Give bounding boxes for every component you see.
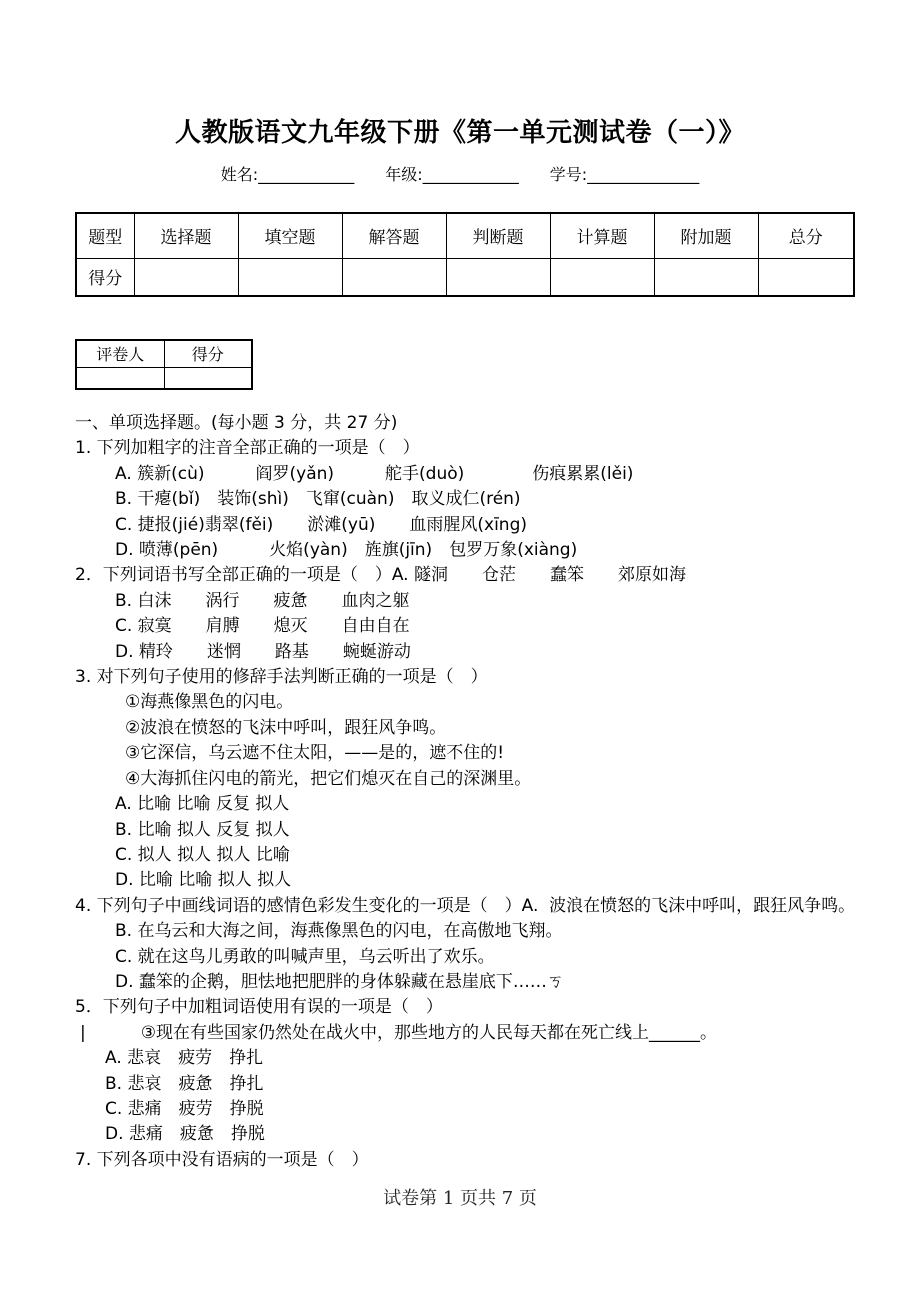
vertical-bar-mark: | — [80, 1022, 86, 1043]
question-3-sentence-1: ①海燕像黑色的闪电。 — [125, 692, 294, 713]
score-table-header-cell: 总分 — [758, 213, 854, 258]
question-2-option-d: D. 精玲 迷惘 路基 蜿蜒游动 — [115, 641, 411, 662]
score-table-header-cell: 判断题 — [446, 213, 550, 258]
student-id-label: 学号: — [549, 165, 588, 184]
score-cell-empty — [238, 258, 342, 296]
question-4-option-d: D. 蠢笨的企鹅，胆怯地把肥胖的身体躲藏在悬崖底下……ㄎ — [115, 971, 564, 992]
question-3-sentence-2: ②波浪在愤怒的飞沫中呼叫，跟狂风争鸣。 — [125, 717, 447, 738]
name-field — [221, 162, 354, 185]
score-cell-empty — [446, 258, 550, 296]
question-3-option-d: D. 比喻 比喻 拟人 拟人 — [115, 870, 292, 891]
question-3-sentence-3: ③它深信，乌云遮不住太阳，——是的，遮不住的! — [125, 743, 505, 764]
page-title: 人教版语文九年级下册《第一单元测试卷（一）》 — [174, 118, 745, 148]
question-5-stem: 5．下列句子中加粗词语使用有误的一项是（ ） — [75, 997, 443, 1018]
question-2-option-b: B. 白沫 涡行 疲惫 血肉之躯 — [115, 590, 410, 611]
grader-cell-empty — [76, 367, 164, 389]
score-row-label: 得分 — [76, 258, 134, 296]
question-4-stem: 4. 下列句子中画线词语的感情色彩发生变化的一项是（ ）A. 波浪在愤怒的飞沫中呼叫，跟狂风争鸣。 — [75, 895, 856, 916]
grade-label: 年级: — [385, 165, 423, 184]
grader-table — [75, 339, 253, 390]
grade-field — [385, 162, 518, 185]
question-5-option-a: A. 悲哀 疲劳 挣扎 — [105, 1048, 264, 1069]
student-id-field — [550, 162, 699, 185]
grader-cell-empty — [164, 367, 252, 389]
question-1-option-c: C. 捷报(jié)翡翠(fěi) 淤滩(yū) 血雨腥风(xīng) — [115, 514, 527, 535]
question-5-option-c: C. 悲痛 疲劳 挣脱 — [105, 1098, 264, 1119]
grader-score-label: 得分 — [164, 340, 252, 367]
question-1-option-d: D. 喷薄(pēn) 火焰(yàn) 旌旗(jīn) 包罗万象(xiàng) — [115, 540, 578, 561]
score-table-header-cell: 解答题 — [342, 213, 446, 258]
score-cell-empty — [654, 258, 758, 296]
score-table-header-cell: 选择题 — [134, 213, 238, 258]
question-1-stem: 1. 下列加粗字的注音全部正确的一项是（ ） — [75, 438, 420, 459]
question-1-option-a: A. 簇新(cù) 阎罗(yǎn) 舵手(duò) 伤痕累累(lěi) — [115, 463, 634, 484]
grader-table-header-row — [76, 340, 252, 367]
score-table-header-cell: 题型 — [76, 213, 134, 258]
student-id-blank: ______________ — [587, 165, 700, 184]
question-3-stem: 3. 对下列句子使用的修辞手法判断正确的一项是（ ） — [75, 667, 488, 688]
section-heading: 一、单项选择题。(每小题 3 分，共 27 分) — [75, 413, 398, 433]
page-footer: 试卷第 1 页共 7 页 — [383, 1188, 537, 1210]
score-table-header-row — [76, 213, 854, 258]
name-blank: ____________ — [258, 165, 355, 184]
question-2-stem: 2．下列词语书写全部正确的一项是（ ）A. 隧洞 仓茫 蠢笨 郊原如海 — [75, 565, 686, 586]
question-1-option-b: B. 干瘪(bǐ) 装饰(shì) 飞窜(cuàn) 取义成仁(rén) — [115, 489, 521, 510]
student-info-line — [0, 162, 920, 185]
question-5-option-b: B. 悲哀 疲惫 挣扎 — [105, 1073, 264, 1094]
question-5-sub-line — [75, 1021, 920, 1046]
score-table-header-cell: 填空题 — [238, 213, 342, 258]
question-3-option-b: B. 比喻 拟人 反复 拟人 — [115, 819, 290, 840]
grader-table-value-row — [76, 367, 252, 389]
score-table-value-row — [76, 258, 854, 296]
question-7-stem: 7. 下列各项中没有语病的一项是（ ） — [75, 1149, 369, 1170]
grader-label: 评卷人 — [76, 340, 164, 367]
question-3-option-a: A. 比喻 比喻 反复 拟人 — [115, 794, 290, 815]
score-summary-table — [75, 212, 855, 297]
question-4-option-b: B. 在乌云和大海之间，海燕像黑色的闪电，在高傲地飞翔。 — [115, 921, 563, 942]
score-cell-empty — [550, 258, 654, 296]
grade-blank: ____________ — [422, 165, 519, 184]
name-label: 姓名: — [220, 165, 259, 184]
question-4-option-c: C. 就在这鸟儿勇敢的叫喊声里，乌云听出了欢乐。 — [115, 946, 495, 967]
question-section — [75, 411, 920, 1173]
question-3-sentence-4: ④大海抓住闪电的箭光，把它们熄灭在自己的深渊里。 — [125, 768, 532, 789]
question-2-option-c: C. 寂寞 肩膊 熄灭 自由自在 — [115, 616, 410, 637]
score-table-header-cell: 计算题 — [550, 213, 654, 258]
score-cell-empty — [342, 258, 446, 296]
question-3-option-c: C. 拟人 拟人 拟人 比喻 — [115, 844, 290, 865]
score-table-header-cell: 附加题 — [654, 213, 758, 258]
score-cell-empty — [758, 258, 854, 296]
question-5-option-d: D. 悲痛 疲惫 挣脱 — [105, 1124, 265, 1145]
score-cell-empty — [134, 258, 238, 296]
question-5-sentence: ③现在有些国家仍然处在战火中，那些地方的人民每天都在死亡线上______。 — [140, 1022, 717, 1043]
